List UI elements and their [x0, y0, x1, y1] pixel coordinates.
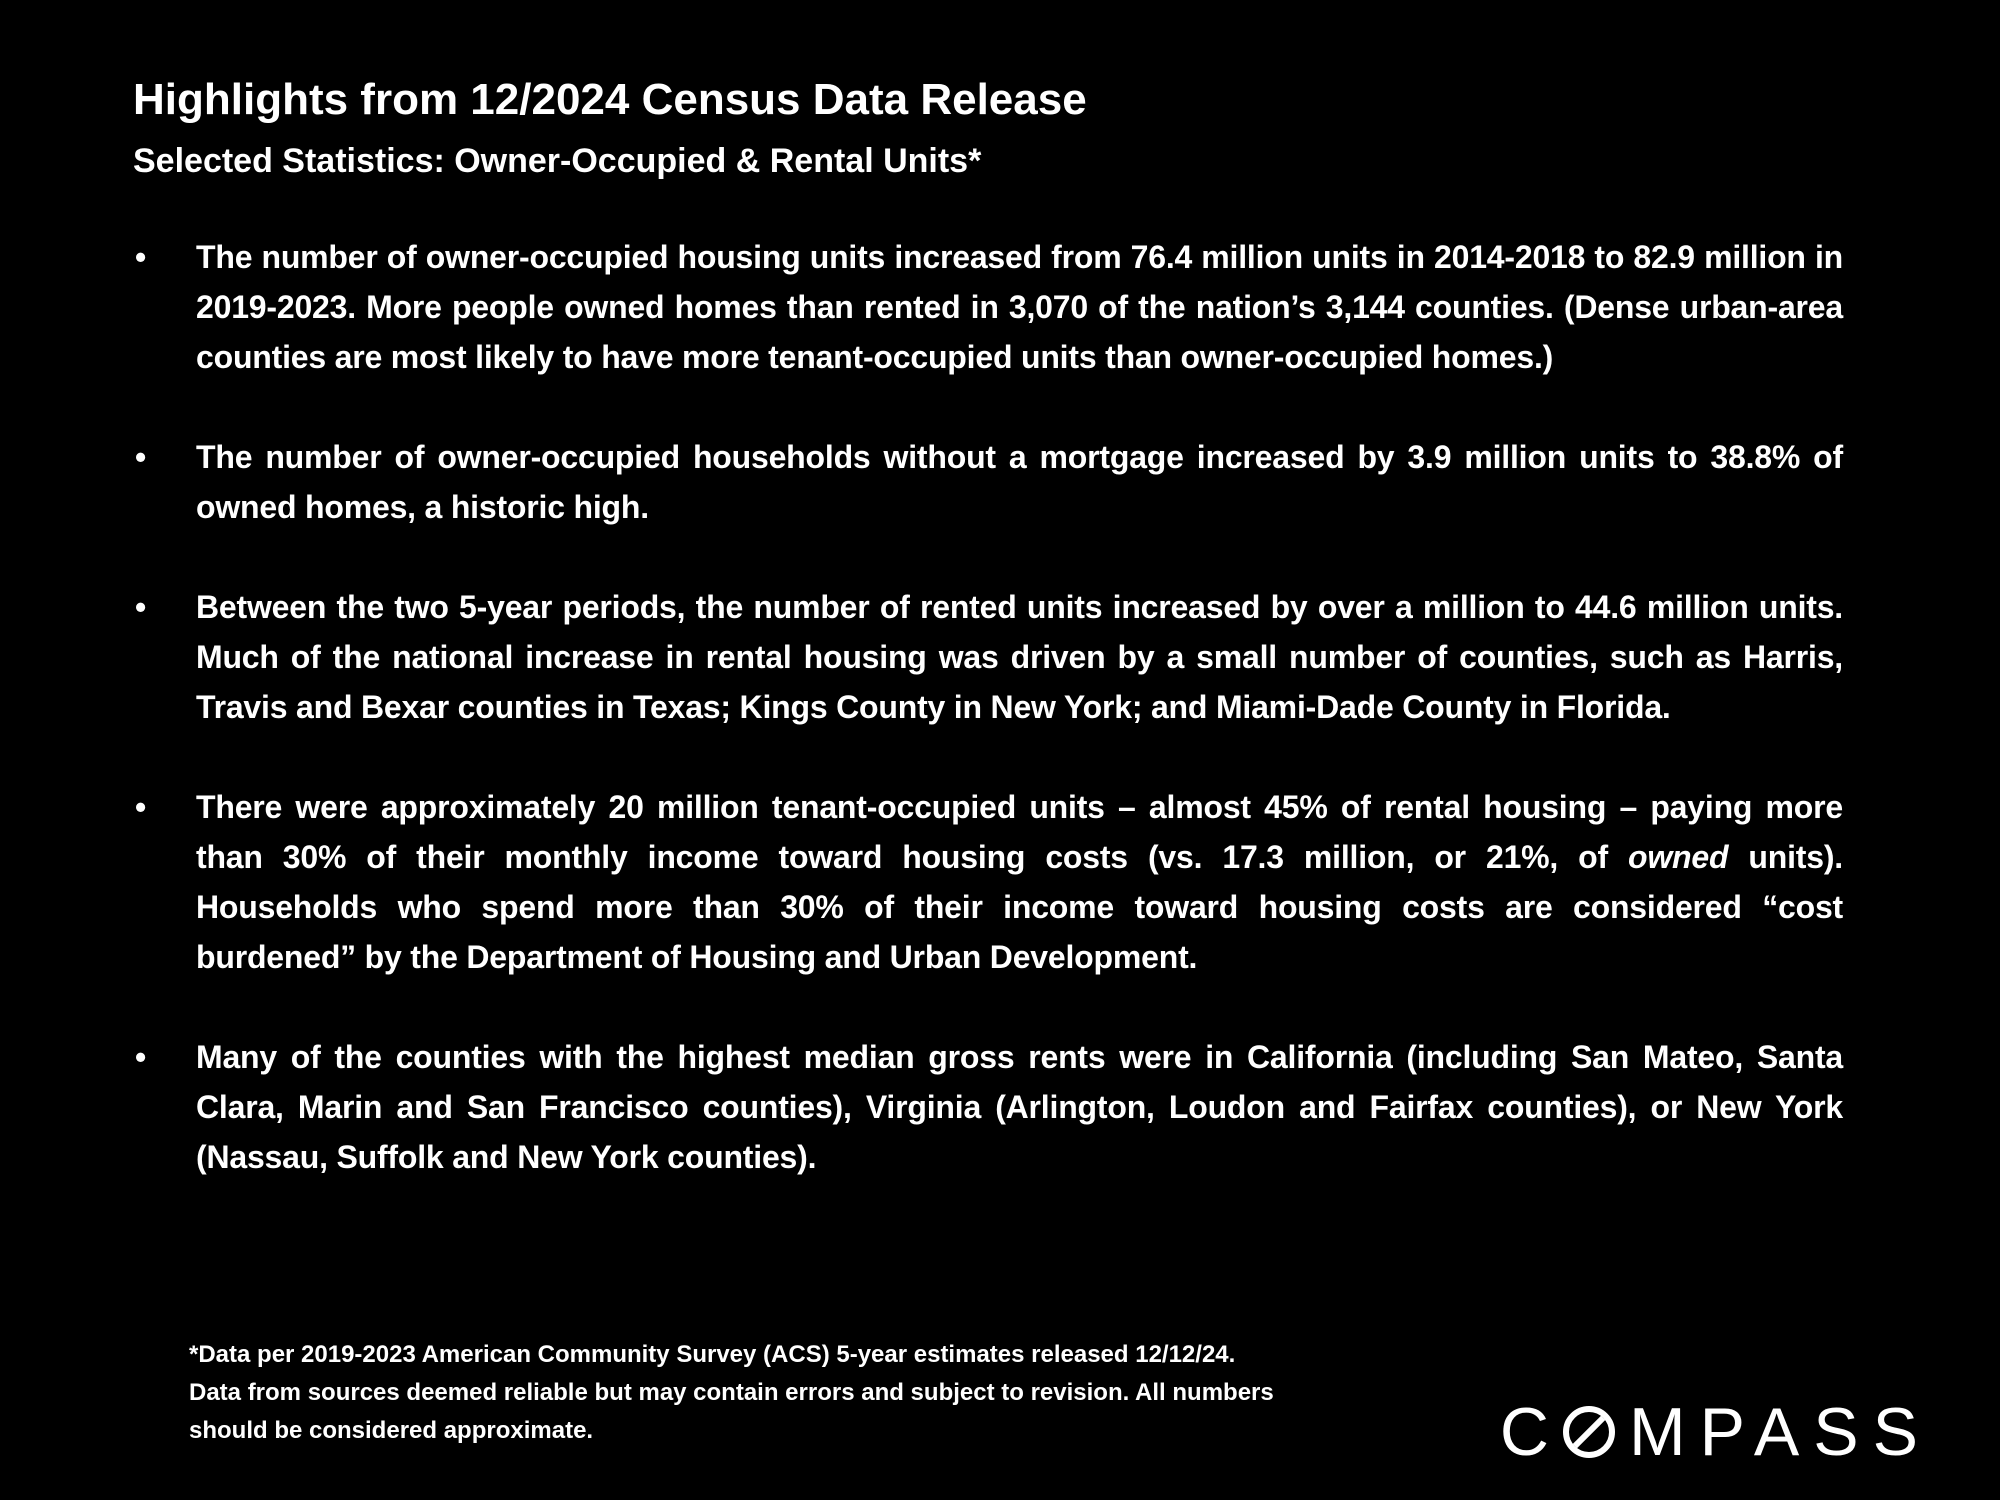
page-subtitle: Selected Statistics: Owner-Occupied & Rental Units*: [133, 142, 982, 180]
bullet-text-before: There were approximately 20 million tenant-occupied units – almost 45% of rental housing – paying more than 30% of their monthly income toward housing costs (vs. 17.3 million, or 21%, of: [196, 789, 1843, 875]
bullet-item-median-rents: [133, 1032, 1843, 1182]
bullet-item-no-mortgage: [133, 432, 1843, 532]
page-title: Highlights from 12/2024 Census Data Release: [133, 75, 1087, 124]
bullet-marker: •: [135, 439, 147, 475]
bullet-text: Between the two 5-year periods, the number of rented units increased by over a million to 44.6 million units. Much of the national increase in rental housing was driven by a small number of counties, such as Harris, Travis and Bexar counties in Texas; Kings County in New York; and Miami-Dade County in Florida.: [196, 589, 1843, 725]
bullet-text: Many of the counties with the highest median gross rents were in California (including San Mateo, Santa Clara, Marin and San Francisco counties), Virginia (Arlington, Loudon and Fairfax counties), or New York (Nassau, Suffolk and New York counties).: [196, 1039, 1843, 1175]
bullet-text-after: units). Households who spend more than 30% of their income toward housing costs are considered “cost burdened” by the Department of Housing and Urban Development.: [196, 839, 1843, 975]
bullet-marker: •: [135, 239, 147, 275]
footnote-line: Data from sources deemed reliable but may contain errors and subject to revision. All numbers: [189, 1379, 1274, 1406]
footnote-line: *Data per 2019-2023 American Community Survey (ACS) 5-year estimates released 12/12/24.: [189, 1341, 1236, 1368]
footnote-line: should be considered approximate.: [189, 1417, 594, 1444]
bullet-marker: •: [135, 589, 147, 625]
compass-logo: [1500, 1392, 1932, 1472]
bullet-marker: •: [135, 1039, 147, 1075]
bullet-text: The number of owner-occupied households without a mortgage increased by 3.9 million units to 38.8% of owned homes, a historic high.: [196, 439, 1843, 525]
bullet-list: [133, 232, 1843, 1232]
bullet-text: The number of owner-occupied housing units increased from 76.4 million units in 2014-2018 to 82.9 million in 2019-2023. More people owned homes than rented in 3,070 of the nation’s 3,144 counties. (Dense urban-area counties are most likely to have more tenant-occupied units than owner-occupied homes.): [196, 239, 1843, 375]
logo-letters: MPASS: [1628, 1394, 1932, 1470]
footnote: [189, 1336, 1274, 1450]
bullet-item-owner-occupied: [133, 232, 1843, 382]
bullet-text-emphasis: owned: [1628, 839, 1729, 875]
bullet-text: [196, 782, 1843, 982]
bullet-item-cost-burdened: [133, 782, 1843, 982]
bullet-item-rented-units: [133, 582, 1843, 732]
compass-o-icon: [1563, 1406, 1615, 1458]
logo-letter-c: C: [1499, 1394, 1563, 1470]
bullet-marker: •: [135, 789, 147, 825]
